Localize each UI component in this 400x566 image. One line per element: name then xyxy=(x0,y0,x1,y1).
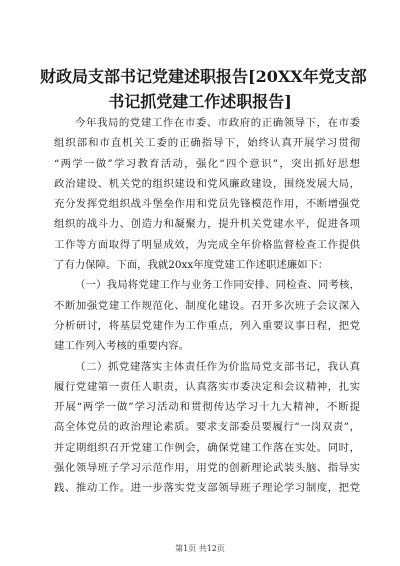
text-line: 组织部和市直机关工委的正确指导下，始终认真开展学习贯彻 xyxy=(54,137,360,150)
text-line: 充分发挥党组织战斗堡垒作用和党员先锋模范作用，不断增强党 xyxy=(54,198,360,211)
text-line: 建工作列入考核的重要内容。 xyxy=(54,340,190,353)
text-line: 组织的战斗力、创造力和凝聚力，提升机关党建水平，促进各项 xyxy=(54,218,360,231)
text-line: 践、推动工作。进一步落实党支部领导班子理论学习制度，把党 xyxy=(54,482,360,495)
text-line: “两学一做”学习教育活动，强化“四个意识”，突出抓好思想 xyxy=(54,157,360,170)
paragraph-intro xyxy=(54,113,360,275)
text-line: 政治建设、机关党的组织建设和党风廉政建设，围绕发展大局， xyxy=(54,177,360,190)
text-line: （一）我局将党建工作与业务工作同安排、同检查、同考核， xyxy=(75,279,360,292)
text-line: 不断加强党建工作规范化、制度化建设。召开多次班子会议深入 xyxy=(54,299,360,312)
title-line-2: 书记抓党建工作述职报告] xyxy=(108,92,292,111)
text-line: 履行党建第一责任人职责，认真落实市委决定和会议精神，扎实 xyxy=(54,380,360,393)
document-title xyxy=(40,64,367,114)
document-body xyxy=(54,113,360,499)
page-number-footer: 第1页 共12页 xyxy=(175,544,225,553)
title-line-1: 财政局支部书记党建述职报告[20XX年党支部 xyxy=(40,67,367,86)
paragraph-section-2 xyxy=(54,357,360,499)
text-line: 高全体党员的政治理论素质。要求支部委员要履行“一岗双责”， xyxy=(54,421,360,434)
text-line: （二）抓党建落实主体责任作为价监局党支部书记，我认真 xyxy=(75,360,360,373)
text-line: 分析研讨，将基层党建作为工作重点，列入重要议事日程，把党 xyxy=(54,319,360,332)
text-line: 工作等方面取得了明显成效，为完成全年价格监督检查工作提供 xyxy=(54,238,360,251)
text-line: 了有力保障。下面，我就20xx年度党建工作述职述廉如下： xyxy=(54,259,329,272)
text-line: 强化领导班子学习示范作用，用党的创新理论武装头脑、指导实 xyxy=(54,462,360,475)
text-line: 今年我局的党建工作在市委、市政府的正确领导下，在市委 xyxy=(75,117,360,129)
text-line: 并定期组织召开党建工作例会，确保党建工作落在实处。同时， xyxy=(54,441,360,454)
paragraph-section-1 xyxy=(54,275,360,356)
text-line: 开展“两学一做”学习活动和贯彻传达学习十九大精神，不断提 xyxy=(54,401,360,414)
